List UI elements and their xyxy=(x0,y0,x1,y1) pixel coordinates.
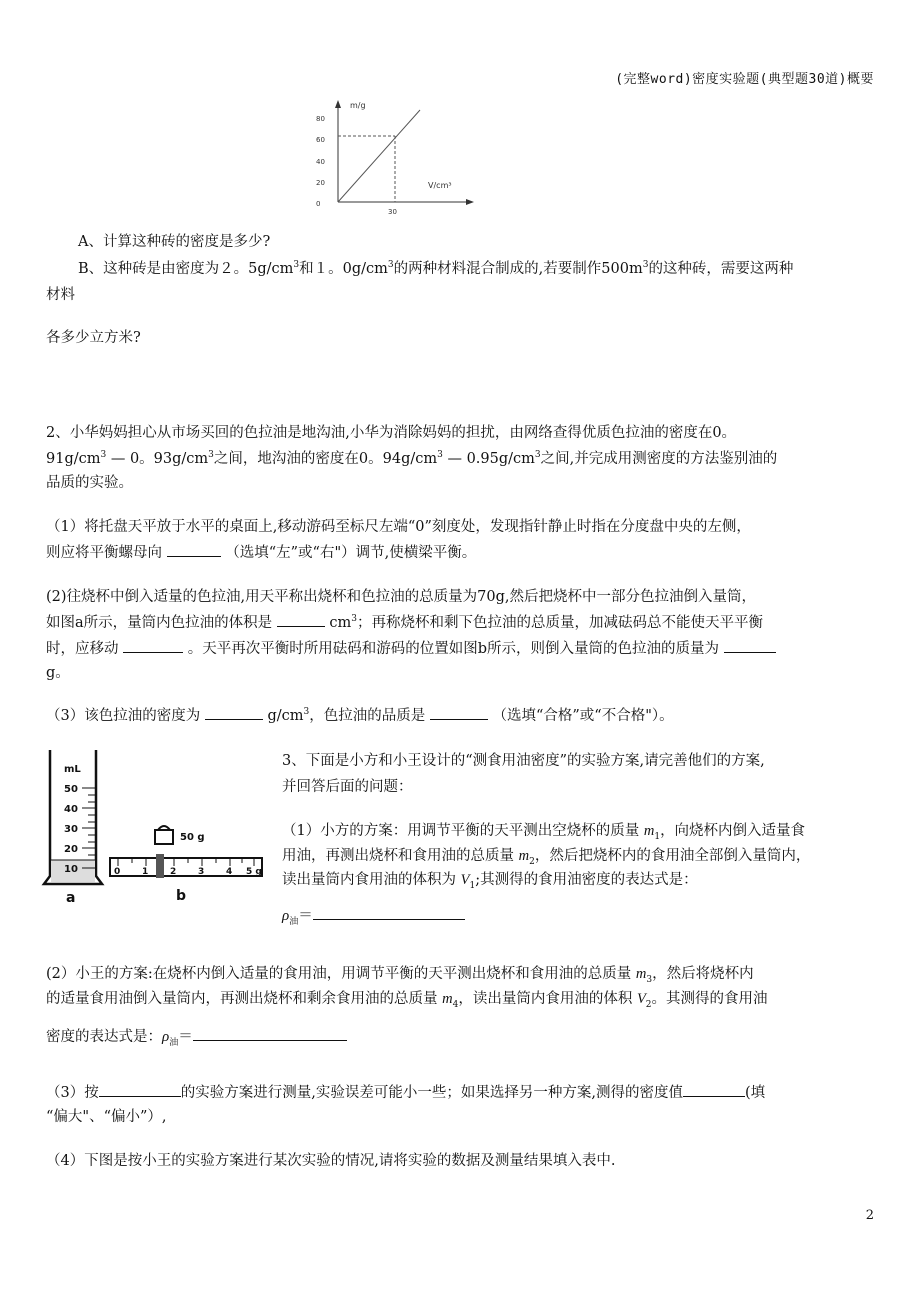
q3-step2-line1: (2）小王的方案:在烧杯内倒入适量的食用油，用调节平衡的天平测出烧杯和食用油的总质量 $m_3$，然后将烧杯内 xyxy=(46,966,754,985)
cylinder-tick: 40 xyxy=(64,804,78,815)
cylinder-tick: 50 xyxy=(64,784,78,795)
q2-line1: 2、小华妈妈担心从市场买回的色拉油是地沟油,小华为消除妈妈的担扰，由网络查得优质色拉油的密度在0。 xyxy=(46,425,737,441)
scale-tick: 2 xyxy=(170,867,177,877)
q2-line2: $91g/cm^3$ — 0。$93g/cm^3$之间，地沟油的密度在0。$94g/cm^3$ — $0.95g/cm^3$之间,并完成用测密度的方法鉴别油的 xyxy=(46,450,778,467)
q3-step1-formula: $\rho_油=$ xyxy=(282,903,465,929)
cylinder-unit: mL xyxy=(64,764,81,775)
q2-step3: （3）该色拉油的密度为 $g/cm^3$，色拉油的品质是 （选填“合格”或“不合格"）。 xyxy=(46,703,674,729)
q1-part-b-cont: 材料 xyxy=(46,287,75,303)
q3-step1-line2: 用油，再测出烧杯和食用油的总质量 $m_2$，然后把烧杯内的食用油全部倒入量筒内， xyxy=(282,848,811,867)
scale-tick: 5 g xyxy=(246,867,262,877)
graph-x-arrow xyxy=(466,199,474,205)
q2-line3: 品质的实验。 xyxy=(46,475,133,491)
q3-step1-line1: （1）小方的方案：用调节平衡的天平测出空烧杯的质量 $m_1$，向烧杯内倒入适量食 xyxy=(282,823,806,842)
q1-part-a: A、计算这种砖的密度是多少? xyxy=(78,234,271,250)
graph-xlabel: V/cm³ xyxy=(428,181,452,190)
q3-line1: 3、下面是小方和小王设计的“测食用油密度”的实验方案,请完善他们的方案, xyxy=(282,753,765,769)
answer-blank[interactable] xyxy=(724,636,776,653)
answer-blank[interactable] xyxy=(430,703,488,720)
figure-cylinder-and-scale xyxy=(40,746,270,908)
q2-step2-line4: g。 xyxy=(46,665,70,681)
q3-step3-line2: “偏大"、“偏小”）, xyxy=(46,1109,167,1125)
q2-step2-line1: (2)往烧杯中倒入适量的色拉油,用天平称出烧杯和色拉油的总质量为70g,然后把烧杯中一部分色拉油倒入量筒， xyxy=(46,589,756,605)
weight-icon xyxy=(155,830,173,844)
page-number: 2 xyxy=(865,1208,874,1223)
graph-ytick: 60 xyxy=(316,136,325,144)
figure-label-b: b xyxy=(176,888,187,904)
graph-ytick: 40 xyxy=(316,158,325,166)
cylinder-tick: 30 xyxy=(64,824,78,835)
answer-blank[interactable] xyxy=(277,610,325,627)
cylinder-tick: 20 xyxy=(64,844,78,855)
graph-line xyxy=(338,110,420,202)
cylinder-tick: 10 xyxy=(64,864,78,875)
page-header: (完整word)密度实验题(典型题30道)概要 xyxy=(615,72,874,87)
figure-label-a: a xyxy=(66,890,76,906)
q2-step2-line2: 如图a所示，量筒内色拉油的体积是 $cm^3$；再称烧杯和剩下色拉油的总质量，加减砝码总不能使天平平衡 xyxy=(46,610,763,636)
scale-tick: 3 xyxy=(198,867,205,877)
q3-step3-line1: （3）按 的实验方案进行测量,实验误差可能小一些；如果选择另一种方案,测得的密度值 (填 xyxy=(46,1080,765,1106)
graph-ytick: 0 xyxy=(316,200,321,208)
mass-volume-graph xyxy=(300,96,490,221)
q1-part-b: B、这种砖是由密度为２。$5g/cm^3$和１。$0g/cm^3$的两种材料混合制成的,若要制作$500m^3$的这种砖，需要这两种 xyxy=(78,260,794,277)
answer-blank[interactable] xyxy=(205,703,263,720)
q3-step2-formula: 密度的表达式是：$\rho_油=$ xyxy=(46,1024,347,1050)
answer-blank[interactable] xyxy=(99,1080,181,1097)
q1-part-b-end: 各多少立方米? xyxy=(46,330,141,346)
q3-step2-line2: 的适量食用油倒入量筒内，再测出烧杯和剩余食用油的总质量 $m_4$，读出量筒内食用油的体积 $V_2$。其测得的食用油 xyxy=(46,991,768,1010)
graph-ytick: 20 xyxy=(316,179,325,187)
formula-blank[interactable] xyxy=(193,1024,347,1041)
answer-blank[interactable] xyxy=(167,540,221,557)
q3-step4: （4）下图是按小王的实验方案进行某次实验的情况,请将实验的数据及测量结果填入表中. xyxy=(46,1153,616,1169)
q2-step1-line2: 则应将平衡螺母向 （选填“左”或“右"）调节,使横梁平衡。 xyxy=(46,540,476,566)
graph-xtick: 30 xyxy=(388,208,397,216)
graph-y-arrow xyxy=(335,100,341,108)
rider-slider xyxy=(156,854,164,878)
answer-blank[interactable] xyxy=(683,1080,745,1097)
balance-scale-bar xyxy=(110,858,262,876)
graph-ytick: 80 xyxy=(316,115,325,123)
q3-step1-line3: 读出量筒内食用油的体积为 $V_1$;其测得的食用油密度的表达式是： xyxy=(282,872,698,891)
scale-tick: 0 xyxy=(114,867,121,877)
q2-step2-line3: 时，应移动 。天平再次平衡时所用砝码和游码的位置如图b所示，则倒入量筒的色拉油的质量为 xyxy=(46,636,776,662)
q3-line2: 并回答后面的问题： xyxy=(282,779,413,795)
weight-label: 50 g xyxy=(180,832,205,843)
answer-blank[interactable] xyxy=(123,636,183,653)
graph-ylabel: m/g xyxy=(350,101,366,110)
scale-tick: 1 xyxy=(142,867,149,877)
formula-blank[interactable] xyxy=(313,903,465,920)
q2-step1-line1: （1）将托盘天平放于水平的桌面上,移动游码至标尺左端“0”刻度处，发现指针静止时指在分度盘中央的左侧， xyxy=(46,519,751,535)
scale-tick: 4 xyxy=(226,867,233,877)
